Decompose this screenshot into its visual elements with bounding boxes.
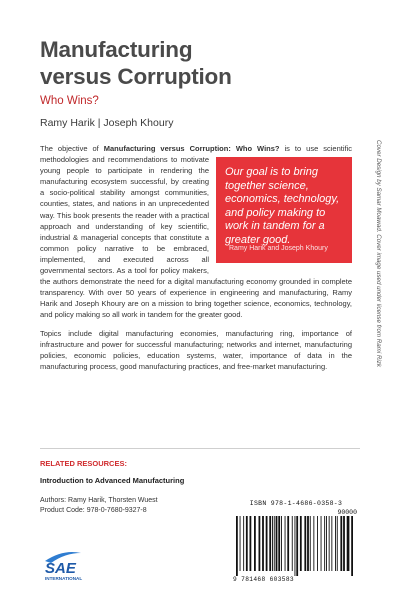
pull-quote-text: Our goal is to bring together science, economics, technology, and policy making to work in tandem for a greater good.: [225, 166, 340, 247]
barcode-bar: [321, 516, 322, 571]
barcode-bar: [266, 516, 268, 571]
pull-quote-box: [216, 157, 352, 263]
barcode-bar: [292, 516, 293, 571]
barcode-bar: [331, 516, 332, 571]
barcode-bar: [295, 516, 296, 576]
section-divider: [40, 448, 360, 449]
cover-credits: Cover Design by Samar Moawad. Cover image used under license from Rami Rizk: [375, 140, 382, 367]
barcode-bar: [351, 516, 353, 576]
barcode-bar: [304, 516, 306, 571]
barcode-bar: [236, 516, 238, 576]
related-book-authors: Authors: Ramy Harik, Thorsten Wuest: [40, 497, 158, 504]
barcode-bar: [281, 516, 282, 571]
pull-quote-attribution: Ramy Harik and Joseph Khoury: [229, 245, 328, 253]
logo-subtext: INTERNATIONAL: [45, 576, 83, 581]
sae-international-logo: [43, 547, 98, 583]
blurb-paragraph-1: [40, 143, 352, 321]
barcode-bar: [326, 516, 327, 571]
blurb: [40, 143, 352, 379]
barcode-digits: 9 781468 603583: [233, 576, 294, 583]
barcode-bar: [317, 516, 318, 571]
barcode-bar: [329, 516, 330, 571]
barcode-bar: [243, 516, 244, 571]
barcode-bar: [335, 516, 336, 571]
barcode-bar: [347, 516, 350, 571]
barcode-bar: [246, 516, 248, 571]
related-product-code: Product Code: 978-0-7680-9327-8: [40, 507, 147, 514]
blurb-intro: The objective of: [40, 144, 104, 153]
barcode-bar: [307, 516, 309, 571]
isbn-barcode-block: [233, 500, 359, 584]
barcode-bar: [278, 516, 280, 571]
barcode-bar: [250, 516, 252, 571]
barcode-bar: [254, 516, 256, 571]
book-title: [40, 36, 340, 90]
related-resources-heading: RELATED RESOURCES:: [40, 459, 127, 468]
isbn-number: ISBN 978-1-4686-0358-3: [249, 500, 343, 507]
barcode-bar: [313, 516, 314, 571]
barcode-bar: [269, 516, 271, 571]
barcode-bar: [240, 516, 241, 571]
related-book-title: Introduction to Advanced Manufacturing: [40, 476, 185, 485]
barcode-bar: [272, 516, 273, 571]
barcode-bar: [300, 516, 302, 571]
book-subtitle: Who Wins?: [40, 95, 99, 107]
barcode-bar: [324, 516, 325, 571]
blurb-book-title: Manufacturing versus Corruption: Who Wins?: [103, 144, 280, 153]
barcode-bar: [276, 516, 278, 571]
barcode-bar: [259, 516, 261, 571]
book-authors: Ramy Harik | Joseph Khoury: [40, 117, 174, 129]
barcode-bar: [296, 516, 298, 576]
barcode-image: [233, 516, 359, 576]
barcode-bar: [287, 516, 289, 571]
blurb-paragraph-2: Topics include digital manufacturing economies, manufacturing ring, importance of infrastructure and power for successful manufacturing; networks and internet, manufacturing policies, economic policies, education systems, water, importance of data in the manufacturing process, good manufacturing practices, and free-market manufacturing.: [40, 328, 352, 371]
barcode-bar: [274, 516, 275, 571]
barcode-bar: [340, 516, 342, 571]
barcode-bar: [337, 516, 338, 571]
barcode-bar: [262, 516, 264, 571]
barcode-bar: [285, 516, 286, 571]
logo-letters: SAE: [45, 560, 76, 577]
book-title-line-1: Manufacturing: [40, 37, 193, 62]
barcode-bar: [310, 516, 311, 571]
barcode-bar: [343, 516, 345, 571]
book-title-line-2: versus Corruption: [40, 64, 232, 89]
barcode-price-code: 90000: [337, 509, 357, 516]
blurb-paragraph-1-rest: is to use scientific methodologies and recommendations to motivate young people to participate in rendering the manufacturing ecosystem successful, by creating a socio-political stability amongst communities, counties, states, and nations in an unprecedented way. This book presents the reader with a practical approach and understanding of key scientific, industrial & managerial concepts that constitute a common policy narrative to be embraced, implemented, and executed across all governmental sectors. As a tool for policy makers, the authors demonstrate the need for a digital manufacturing economy grounded in complete transparency. With over 50 years of experience in engineering and manufacturing, Ramy Harik and Joseph Khoury are on a mission to bring together science, economics, technology, and policy making so all work in tandem for the greater good.: [40, 144, 352, 320]
